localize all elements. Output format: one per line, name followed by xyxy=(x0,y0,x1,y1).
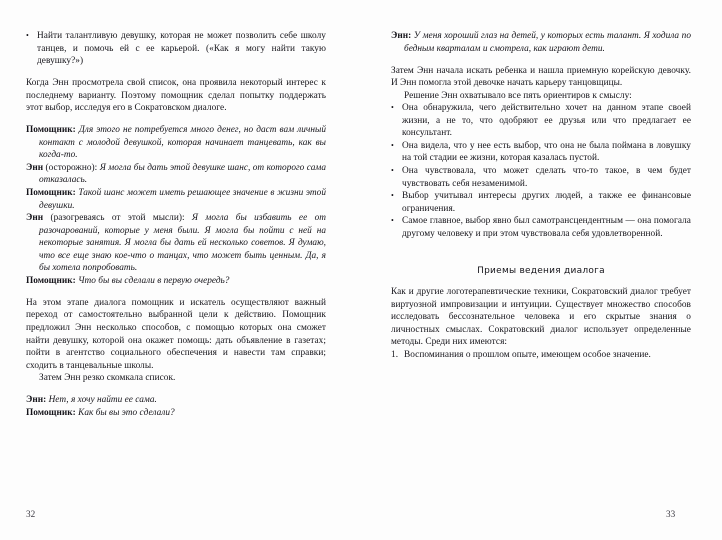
dialogue-speaker: Энн xyxy=(26,162,44,173)
dialogue-block xyxy=(391,30,691,55)
dialogue-speech: Как бы вы это сделали? xyxy=(78,407,175,418)
paragraph: Решение Энн охватывало все пять ориентиров к смыслу: xyxy=(404,90,632,101)
dialogue-speaker: Помощник: xyxy=(26,188,76,199)
dialogue-line xyxy=(26,394,326,407)
left-bullet-list xyxy=(26,30,326,68)
list-item-text: Воспоминания о прошлом опыте, имеющем особое значение. xyxy=(404,349,651,360)
paragraph: Когда Энн просмотрела свой список, она проявила некоторый интерес к последнему варианту. Поэтому помощник сделал попытку поддержать этот выбор, исследуя его в Сократовском диалоге. xyxy=(26,78,326,114)
dialogue-line xyxy=(26,407,326,420)
dialogue-line xyxy=(26,162,326,187)
bullet-marker-icon: • xyxy=(391,191,394,201)
list-number-marker: 1. xyxy=(391,349,399,360)
list-item xyxy=(391,215,691,240)
dialogue-speaker: Помощник: xyxy=(26,125,76,136)
bullet-marker-icon: • xyxy=(26,31,29,40)
list-item xyxy=(391,349,691,362)
dialogue-speech: У меня хороший глаз на детей, у которых есть талант. Я ходила по бедным кварталам и смотрела, как играют дети. xyxy=(404,31,691,54)
page-number-left: 32 xyxy=(26,509,36,519)
right-bullet-list xyxy=(391,102,691,240)
right-page-text-block xyxy=(391,30,691,362)
list-item-text: Она чувствовала, что может сделать что-то такое, в чем будет чувствовать себя незаменимой. xyxy=(402,165,691,189)
list-item-text: Найти талантливую девушку, которая не может позволить себе школу танцев, и помочь ей с ее карьерой. («Как я могу найти такую девушку?») xyxy=(37,31,326,67)
dialogue-speaker: Энн xyxy=(26,213,44,224)
section-spacer xyxy=(391,240,691,266)
bullet-marker-icon: • xyxy=(391,216,394,226)
left-page-text-block xyxy=(26,30,326,419)
dialogue-block xyxy=(26,394,326,419)
bullet-marker-icon: • xyxy=(391,165,394,175)
list-item-text: Самое главное, выбор явно был самотрансцендентным — она помогала другому человеку и при этом чувствовала себя удовлетворенной. xyxy=(402,216,691,239)
list-item-text: Она видела, что у нее есть выбор, что она не была поймана в ловушку на той стадии ее жизни, которая казалась пустой. xyxy=(402,140,691,164)
left-page-column xyxy=(26,0,326,540)
dialogue-speech: Такой шанс может иметь решающее значение в жизни этой девушки. xyxy=(39,188,326,211)
dialogue-speech: Что бы вы сделали в первую очередь? xyxy=(78,275,230,286)
list-item xyxy=(26,30,326,68)
dialogue-line xyxy=(26,187,326,212)
dialogue-stage-direction: (осторожно): xyxy=(43,162,100,173)
dialogue-line xyxy=(26,275,326,288)
list-item xyxy=(391,165,691,190)
paragraph: Затем Энн резко скомкала список. xyxy=(39,373,176,384)
dialogue-speech: Нет, я хочу найти ее сама. xyxy=(48,395,157,406)
section-heading: Приемы ведения диалога xyxy=(477,266,605,277)
paragraph: Как и другие логотерапевтические техники, Сократовский диалог требует виртуозной импровизации и интуиции. Существует множество способов исследовать бессознательное человека и его скрытые знания о личностных смыслах. Сократовский диалог использует определенные методы. Среди них имеются: xyxy=(391,287,691,348)
dialogue-speaker: Энн: xyxy=(391,31,412,41)
dialogue-line xyxy=(391,30,691,55)
right-page-column xyxy=(391,0,691,540)
paragraph: На этом этапе диалога помощник и искатель осуществляют важный переход от самостоятельно выбранной цели к действию. Помощник предложил Энн несколько способов, с помощью которых она сможет найти девушку, которой она окажет помощь: дать объявление в газетах; пойти в агентство социального обеспечения и навести там справки; сходить в танцевальные школы. xyxy=(26,297,326,371)
paragraph: Затем Энн начала искать ребенка и нашла приемную корейскую девочку. И Энн помогла этой девочке начать карьеру танцовщицы. xyxy=(391,65,691,89)
dialogue-line xyxy=(26,212,326,275)
heading-spacer xyxy=(391,276,691,286)
list-item-text: Выбор учитывал интересы других людей, а также ее финансовые ограничения. xyxy=(402,191,691,214)
list-item xyxy=(391,190,691,215)
dialogue-speech: Я могла бы дать этой девушке шанс, от которого сама отказалась. xyxy=(39,162,326,186)
list-item-text: Она обнаружила, чего действительно хочет на данном этапе своей жизни, а не то, что одобряют ее друзья или что предлагает ее консультант. xyxy=(402,103,691,139)
dialogue-block xyxy=(26,124,326,287)
dialogue-speaker: Энн: xyxy=(26,395,47,406)
right-numbered-list xyxy=(391,349,691,362)
list-item xyxy=(391,140,691,165)
dialogue-stage-direction: (разогреваясь от этой мысли): xyxy=(43,213,192,224)
page-number-right: 33 xyxy=(666,509,676,519)
dialogue-speaker: Помощник: xyxy=(26,407,76,418)
dialogue-speech: Для этого не потребуется много денег, но даст вам личный контакт с молодой девушкой, которая начинает танцевать, как вы когда-то. xyxy=(39,125,326,161)
list-item xyxy=(391,102,691,140)
dialogue-line xyxy=(26,124,326,162)
dialogue-speaker: Помощник: xyxy=(26,275,76,286)
dialogue-speech: Я могла бы избавить ее от разочарований, которые у меня были. Я могла бы пойти с ней на некоторые занятия. Я могла бы дать ей несколько советов. Я думаю, что все еще знаю кое-что о танцах, что может быть ценным. Да, я бы хотела попробовать. xyxy=(39,213,326,274)
bullet-marker-icon: • xyxy=(391,103,394,113)
bullet-marker-icon: • xyxy=(391,140,394,150)
